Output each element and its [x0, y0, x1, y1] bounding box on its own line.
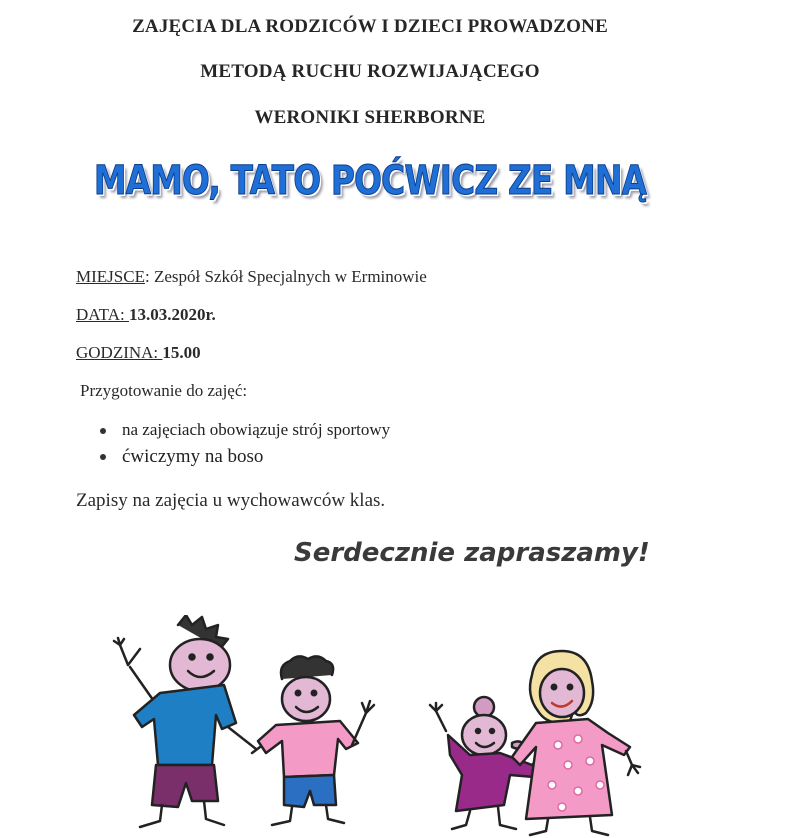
bullet-icon	[100, 454, 106, 460]
invitation-text: Serdecznie zapraszamy!	[294, 538, 650, 568]
date-label: DATA:	[76, 305, 129, 324]
header-line-3: WERONIKI SHERBORNE	[254, 107, 486, 128]
boy-figure	[252, 656, 374, 825]
signup-text: Zapisy na zajęcia u wychowawców klas.	[76, 490, 386, 511]
bullet-icon	[100, 428, 106, 434]
preparation-list	[100, 420, 390, 474]
event-title: MAMO, TATO POĆWICZ ZE MNĄ	[93, 158, 647, 204]
dad-figure	[114, 615, 256, 827]
preparation-heading: Przygotowanie do zajęć:	[80, 381, 248, 400]
family-illustration	[100, 615, 660, 838]
time-value: 15.00	[162, 343, 201, 362]
time-row	[76, 343, 201, 363]
header-line-1: ZAJĘCIA DLA RODZICÓW I DZIECI PROWADZONE	[132, 16, 608, 37]
date-row	[76, 305, 216, 325]
place-label: MIEJSCE	[76, 267, 145, 286]
place-row	[76, 267, 427, 287]
time-label: GODZINA:	[76, 343, 163, 362]
mom-figure	[512, 651, 640, 835]
preparation-item: na zajęciach obowiązuje strój sportowy	[100, 420, 390, 440]
preparation-item: ćwiczymy na boso	[100, 446, 390, 468]
place-value: : Zespół Szkół Specjalnych w Erminowie	[144, 267, 427, 286]
header-line-2: METODĄ RUCHU ROZWIJAJĄCEGO	[200, 61, 540, 82]
date-value: 13.03.2020r.	[128, 305, 216, 324]
